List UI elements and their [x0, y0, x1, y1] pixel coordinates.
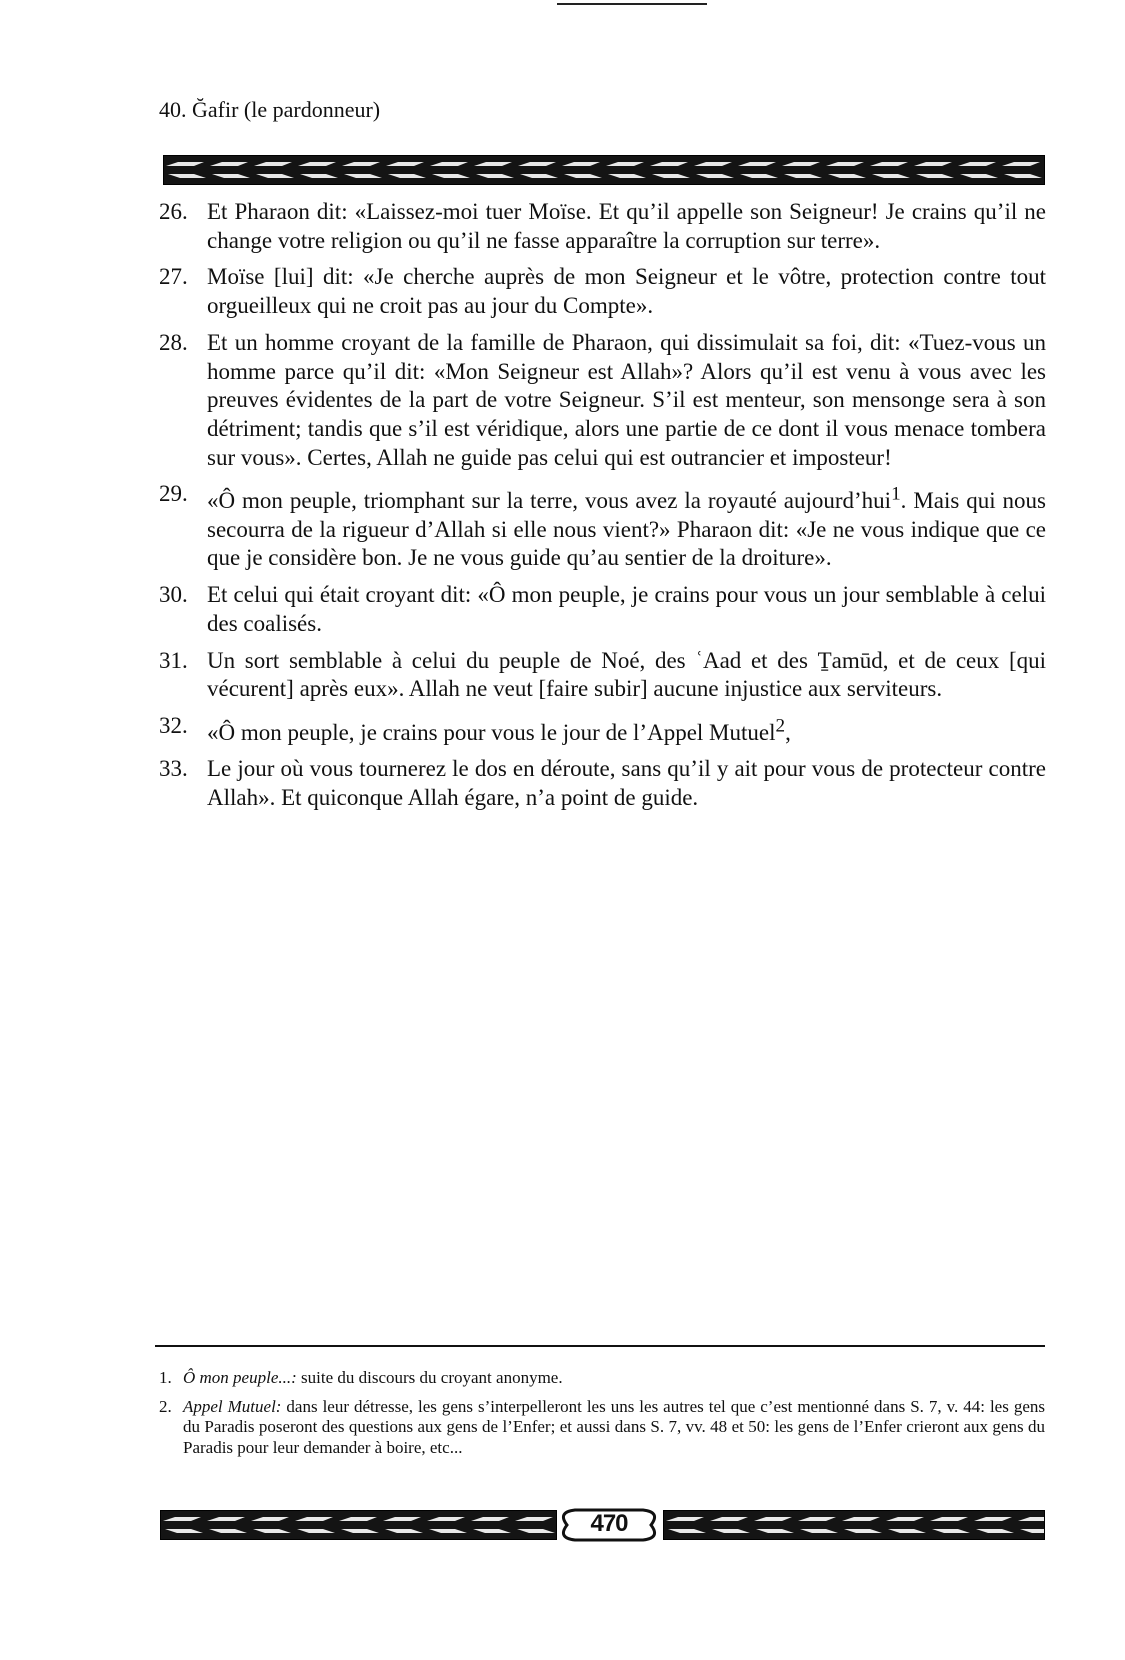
verse-list: [159, 198, 1046, 821]
verse-text: Moïse [lui] dit: «Je cherche auprès de mon Seigneur et le vôtre, protection contre tout orgueilleux qui ne croit pas au jour du Compte».: [207, 264, 1046, 319]
verse-number: 30.: [159, 582, 188, 608]
footnote-text: dans leur détresse, les gens s’interpelleront les uns les autres tel que c’est mentionné dans S. 7, v. 44: les gens du Paradis poseront des questions aux gens de l’Enfer; et aussi dans S. 7, vv. 48 et 50: les gens de l’Enfer crieront aux gens du Paradis pour leur demander à boire, etc...: [183, 1396, 1045, 1457]
footnote-1: [159, 1368, 1045, 1389]
verse-text: «Ô mon peuple, triomphant sur la terre, vous avez la royauté aujourd’hui$^1$. Mais qui nous secourra de la rigueur d’Allah si elle nous vient?» Pharaon dit: «Je ne vous indique que ce que je considère bon. Je ne vous guide qu’au sentier de la droiture».: [207, 483, 1046, 571]
verse-text: Un sort semblable à celui du peuple de Noé, des ʿAad et des Ṯamūd, et de ceux [qui vécurent] après eux». Allah ne veut [faire subir] aucune injustice aux serviteurs.: [207, 647, 1046, 702]
verse-30: [159, 581, 1046, 638]
footnote-ref-1: 1: [891, 483, 901, 505]
footnote-list: [159, 1368, 1045, 1466]
footnote-number: 2.: [159, 1396, 172, 1416]
verse-29: [159, 480, 1046, 573]
verse-number: 28.: [159, 329, 188, 355]
verse-33: [159, 755, 1046, 812]
footnote-number: 1.: [159, 1368, 172, 1387]
verse-text: Et Pharaon dit: «Laissez-moi tuer Moïse. Et qu’il appelle son Seigneur! Je crains qu’il ne change votre religion ou qu’il ne fasse apparaître la corruption sur terre».: [207, 199, 1046, 253]
verse-26: [159, 198, 1046, 255]
footnote-ref-2: 2: [775, 714, 786, 736]
verse-text: «Ô mon peuple, je crains pour vous le jour de l’Appel Mutuel$^2$,: [207, 714, 791, 745]
ornamental-band-top: [163, 155, 1045, 185]
verse-text: Et un homme croyant de la famille de Pharaon, qui dissimulait sa foi, dit: «Tuez-vous un homme parce qu’il dit: «Mon Seigneur est Allah»? Alors qu’il est venu à vous avec les preuves évidentes de la part de votre Seigneur. S’il est menteur, son mensonge sera à son détriment; tandis que s’il est véridique, alors une partie de ce dont il vous menace tombera sur vous». Certes, Allah ne guide pas celui qui est outrancier et imposteur!: [207, 329, 1046, 470]
footnote-text: suite du discours du croyant anonyme.: [296, 1368, 563, 1387]
footnote-separator: [155, 1345, 1045, 1347]
verse-27: [159, 263, 1046, 320]
verse-number: 33.: [159, 756, 188, 782]
footnote-2: [159, 1397, 1045, 1459]
verse-number: 27.: [159, 264, 188, 290]
footnote-term: Ô mon peuple...:: [183, 1368, 297, 1387]
verse-text: Et celui qui était croyant dit: «Ô mon peuple, je crains pour vous un jour semblable à celui des coalisés.: [207, 582, 1046, 636]
verse-number: 29.: [159, 481, 188, 507]
verse-number: 31.: [159, 647, 188, 673]
verse-number: 32.: [159, 712, 188, 738]
ornamental-band-bottom-right: [663, 1510, 1045, 1540]
verse-28: [159, 329, 1046, 473]
ornamental-band-bottom-left: [160, 1510, 557, 1540]
verse-text: Le jour où vous tournerez le dos en déroute, sans qu’il y ait pour vous de protecteur contre Allah». Et quiconque Allah égare, n’a point de guide.: [207, 756, 1046, 810]
page-number-badge: [553, 1502, 665, 1548]
top-rule: [557, 3, 707, 5]
footnote-term: Appel Mutuel:: [183, 1396, 282, 1416]
verse-32: [159, 712, 1046, 747]
verse-number: 26.: [159, 199, 188, 224]
chapter-title: 40. Ğafir (le pardonneur): [159, 97, 381, 122]
page-number: 470: [590, 1510, 628, 1537]
verse-31: [159, 647, 1046, 704]
